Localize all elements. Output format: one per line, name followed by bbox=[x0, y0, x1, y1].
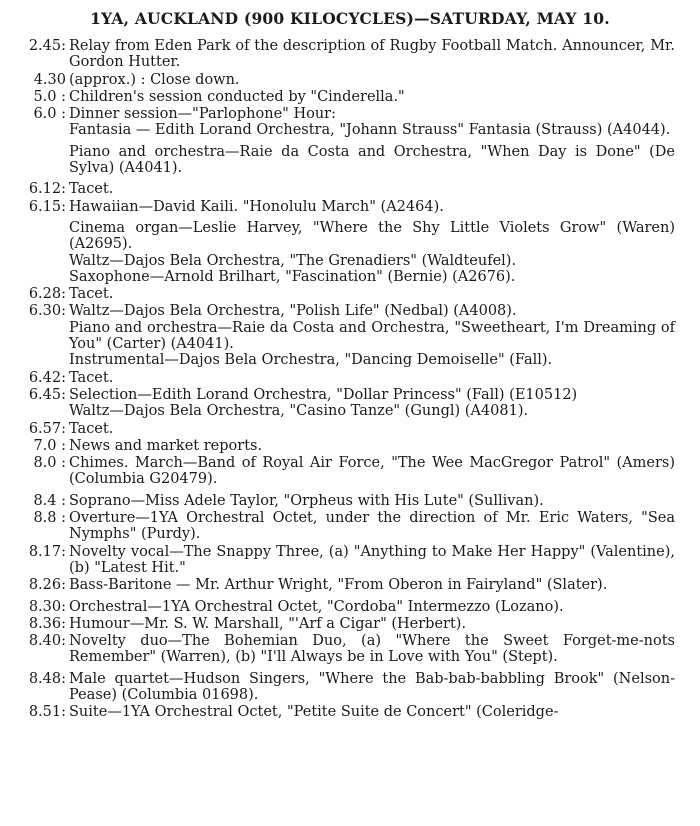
entry-time: 8.26: bbox=[28, 577, 66, 594]
programme-entry bbox=[0, 286, 700, 302]
entry-text: Selection—Edith Lorand Orchestra, "Dollar Princess" (Fall) (E10512) bbox=[69, 386, 578, 403]
entry-text: Relay from Eden Park of the description of Rugby Football Match. Announcer, Mr. Gordon Hutter. bbox=[69, 38, 675, 71]
entry-text: Instrumental—Dajos Bela Orchestra, "Dancing Demoiselle" (Fall). bbox=[69, 352, 553, 369]
programme-list bbox=[0, 38, 700, 721]
entry-time: 2.45: bbox=[28, 38, 66, 54]
entry-time: 8.30: bbox=[28, 598, 66, 615]
entry-text: Waltz—Dajos Bela Orchestra, "Casino Tanze" (Gungl) (A4081). bbox=[69, 403, 529, 420]
programme-entry bbox=[0, 633, 700, 666]
entry-text: Soprano—Miss Adele Taylor, "Orpheus with His Lute" (Sullivan). bbox=[69, 492, 544, 509]
entry-text: Male quartet—Hudson Singers, "Where the Bab-bab-babbling Brook" (Nelson-Pease) (Columbia 01698). bbox=[69, 670, 675, 703]
programme-entry bbox=[0, 89, 700, 105]
station-heading: 1YA, AUCKLAND (900 KILOCYCLES)—SATURDAY, MAY 10. bbox=[90, 9, 610, 28]
entry-time: 7.0 : bbox=[33, 437, 66, 454]
programme-entry bbox=[0, 510, 700, 543]
entry-time: 6.0 : bbox=[33, 106, 66, 123]
entry-time: 6.12: bbox=[28, 181, 66, 198]
programme-entry bbox=[0, 72, 700, 88]
programme-entry bbox=[0, 577, 700, 593]
programme-entry bbox=[0, 438, 700, 454]
entry-text: Novelty vocal—The Snappy Three, (a) "Anything to Make Her Happy" (Valentine), (b) "Latest Hit." bbox=[69, 543, 675, 576]
entry-text: Waltz—Dajos Bela Orchestra, "Polish Life" (Nedbal) (A4008). bbox=[69, 303, 517, 320]
entry-text: Hawaiian—David Kaili. "Honolulu March" (A2464). bbox=[69, 198, 444, 215]
entry-text: Bass-Baritone — Mr. Arthur Wright, "From Oberon in Fairyland" (Slater). bbox=[69, 577, 608, 594]
entry-text: Fantasia — Edith Lorand Orchestra, "Johann Strauss" Fantasia (Strauss) (A4044). bbox=[69, 122, 671, 139]
programme-entry bbox=[0, 106, 700, 176]
entry-time: 6.30: bbox=[28, 303, 66, 320]
programme-entry bbox=[0, 671, 700, 704]
programme-entry bbox=[0, 421, 700, 437]
entry-time: 6.57: bbox=[28, 420, 66, 437]
entry-text: Piano and orchestra—Raie da Costa and Orchestra, "When Day is Done" (De Sylva) (A4041). bbox=[69, 143, 675, 177]
programme-entry bbox=[0, 455, 700, 488]
programme-entry bbox=[0, 199, 700, 285]
entry-text: Children's session conducted by "Cinderella." bbox=[69, 88, 405, 105]
programme-entry bbox=[0, 38, 700, 71]
entry-text: Tacet. bbox=[69, 420, 114, 437]
programme-entry bbox=[0, 181, 700, 197]
entry-time: 5.0 : bbox=[33, 88, 66, 105]
entry-text: Suite—1YA Orchestral Octet, "Petite Suite de Concert" (Coleridge- bbox=[69, 704, 559, 721]
entry-text: Humour—Mr. S. W. Marshall, "'Arf a Cigar" (Herbert). bbox=[69, 615, 467, 632]
entry-text: Tacet. bbox=[69, 286, 114, 303]
entry-time: 6.15: bbox=[28, 198, 66, 215]
entry-text: (approx.) : Close down. bbox=[69, 71, 240, 88]
programme-entry bbox=[0, 387, 700, 420]
entry-time: 6.28: bbox=[28, 286, 66, 303]
entry-text: Waltz—Dajos Bela Orchestra, "The Grenadiers" (Waldteufel). bbox=[69, 252, 517, 269]
entry-text: Cinema organ—Leslie Harvey, "Where the Shy Little Violets Grow" (Waren) (A2695). bbox=[69, 219, 675, 253]
entry-time: 6.42: bbox=[28, 369, 66, 386]
entry-text: Chimes. March—Band of Royal Air Force, "The Wee MacGregor Patrol" (Amers) (Columbia G20479). bbox=[69, 455, 675, 488]
programme-entry bbox=[0, 704, 700, 720]
programme-entry bbox=[0, 544, 700, 577]
entry-text: Dinner session—"Parlophone" Hour: bbox=[69, 106, 336, 123]
entry-time: 8.40: bbox=[28, 633, 66, 650]
entry-text: News and market reports. bbox=[69, 437, 263, 454]
entry-time: 8.51: bbox=[28, 704, 66, 721]
entry-time: 8.17: bbox=[28, 543, 66, 560]
entry-text: Overture—1YA Orchestral Octet, under the direction of Mr. Eric Waters, "Sea Nymphs" (Purdy). bbox=[69, 510, 675, 543]
programme-entry bbox=[0, 303, 700, 368]
entry-text: Piano and orchestra—Raie da Costa and Orchestra, "Sweetheart, I'm Dreaming of You" (Carter) (A4041). bbox=[69, 319, 675, 353]
entry-time: 4.30 bbox=[33, 71, 66, 88]
programme-entry bbox=[0, 599, 700, 615]
entry-time: 8.36: bbox=[28, 615, 66, 632]
entry-text: Novelty duo—The Bohemian Duo, (a) "Where the Sweet Forget-me-nots Remember" (Warren), (b) "I'll Always be in Love with You" (Stept). bbox=[69, 633, 675, 666]
entry-text: Tacet. bbox=[69, 181, 114, 198]
entry-time: 6.45: bbox=[28, 386, 66, 403]
programme-entry bbox=[0, 493, 700, 509]
entry-time: 8.8 : bbox=[33, 510, 66, 527]
programme-entry bbox=[0, 370, 700, 386]
entry-time: 8.48: bbox=[28, 670, 66, 687]
entry-text: Orchestral—1YA Orchestral Octet, "Cordoba" Intermezzo (Lozano). bbox=[69, 598, 564, 615]
entry-time: 8.4 : bbox=[33, 492, 66, 509]
entry-text: Tacet. bbox=[69, 369, 114, 386]
entry-time: 8.0 : bbox=[33, 455, 66, 472]
entry-text: Saxophone—Arnold Brilhart, "Fascination" (Bernie) (A2676). bbox=[69, 268, 516, 285]
programme-entry bbox=[0, 616, 700, 632]
